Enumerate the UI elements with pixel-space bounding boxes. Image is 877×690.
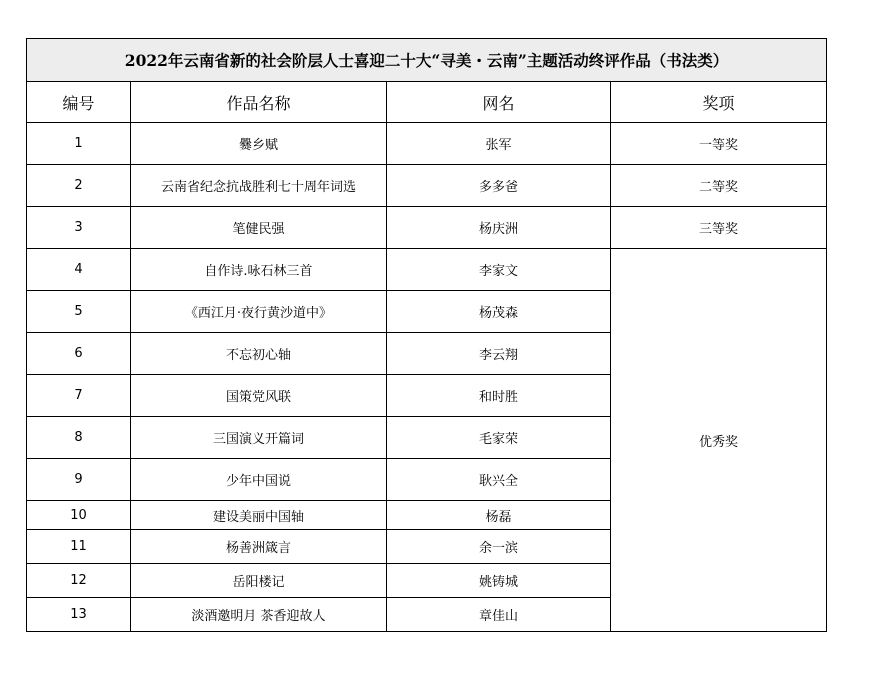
row-author: 李云翔 [387, 333, 611, 375]
row-author: 杨庆洲 [387, 207, 611, 249]
row-author: 章佳山 [387, 598, 611, 632]
row-author: 李家文 [387, 249, 611, 291]
header-row [27, 82, 827, 123]
merged-award-cell: 优秀奖 [611, 249, 827, 632]
row-no: 8 [27, 417, 131, 459]
row-no: 11 [27, 530, 131, 564]
header-work: 作品名称 [131, 82, 387, 123]
row-no: 10 [27, 501, 131, 530]
header-award: 奖项 [611, 82, 827, 123]
table-row [27, 249, 827, 291]
header-author: 网名 [387, 82, 611, 123]
row-work: 笔健民强 [131, 207, 387, 249]
row-no: 5 [27, 291, 131, 333]
row-no: 4 [27, 249, 131, 291]
row-award: 二等奖 [611, 165, 827, 207]
row-no: 7 [27, 375, 131, 417]
row-work: 建设美丽中国轴 [131, 501, 387, 530]
row-award: 一等奖 [611, 123, 827, 165]
row-author: 耿兴全 [387, 459, 611, 501]
row-author: 多多爸 [387, 165, 611, 207]
row-author: 杨茂森 [387, 291, 611, 333]
row-award: 三等奖 [611, 207, 827, 249]
table-row [27, 207, 827, 249]
row-work: 自作诗.咏石林三首 [131, 249, 387, 291]
row-author: 毛家荣 [387, 417, 611, 459]
row-work: 岳阳楼记 [131, 564, 387, 598]
row-no: 12 [27, 564, 131, 598]
row-work: 淡酒邀明月 茶香迎故人 [131, 598, 387, 632]
row-work: 少年中国说 [131, 459, 387, 501]
row-work: 三国演义开篇词 [131, 417, 387, 459]
row-no: 1 [27, 123, 131, 165]
row-no: 9 [27, 459, 131, 501]
row-author: 张军 [387, 123, 611, 165]
row-no: 2 [27, 165, 131, 207]
row-author: 姚铸城 [387, 564, 611, 598]
table-title: 2022年云南省新的社会阶层人士喜迎二十大“寻美・云南”主题活动终评作品（书法类） [27, 39, 827, 82]
row-author: 余一滨 [387, 530, 611, 564]
row-work: 杨善洲箴言 [131, 530, 387, 564]
row-work: 爨乡赋 [131, 123, 387, 165]
row-work: 《西江月·夜行黄沙道中》 [131, 291, 387, 333]
row-no: 13 [27, 598, 131, 632]
table-row [27, 123, 827, 165]
row-work: 国策党风联 [131, 375, 387, 417]
row-no: 6 [27, 333, 131, 375]
table-row [27, 165, 827, 207]
title-row [27, 39, 827, 82]
header-no: 编号 [27, 82, 131, 123]
row-no: 3 [27, 207, 131, 249]
awards-table [26, 38, 827, 632]
row-work: 云南省纪念抗战胜利七十周年词选 [131, 165, 387, 207]
row-author: 和时胜 [387, 375, 611, 417]
row-work: 不忘初心轴 [131, 333, 387, 375]
row-author: 杨磊 [387, 501, 611, 530]
